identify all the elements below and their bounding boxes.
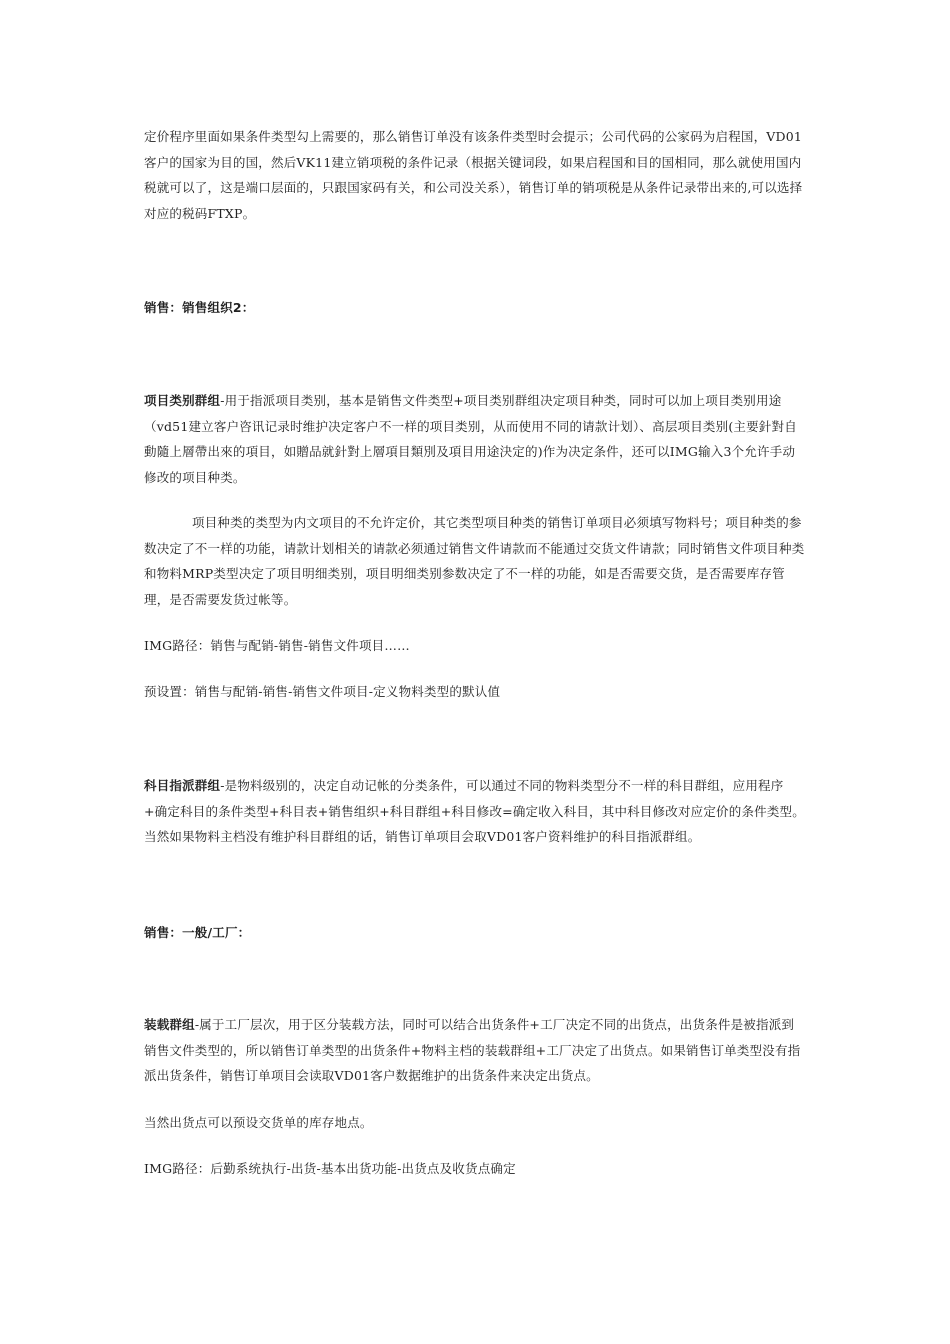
term-item-category-group: 项目类别群组	[144, 393, 221, 408]
section-heading-sales-org-2	[144, 295, 806, 321]
shipping-point-paragraph	[144, 1110, 806, 1136]
heading-text: 销售：一般/工厂：	[144, 925, 251, 940]
loading-group-text: -属于工厂层次，用于区分装载方法，同时可以结合出货条件+工厂决定不同的出货点，出货条件是被指派到销售文件类型的，所以销售订单类型的出货条件+物料主档的装载群组+工厂决定了出货点。如果销售订单类型没有指派出货条件，销售订单项目会读取VD01客户数据维护的出货条件来决定出货点。	[144, 1017, 801, 1083]
section-heading-general-plant	[144, 920, 806, 946]
item-category-group-text: -用于指派项目类别，基本是销售文件类型+项目类别群组决定项目种类，同时可以加上项目类别用途（vd51建立客户咨讯记录时维护决定客户不一样的项目类别，从而使用不同的请款计划）、高层项目类别(主要針對自動隨上層帶出來的項目，如贈品就針對上層項目類別及項目用途決定的)作为决定条件，还可以IMG输入3个允许手动修改的项目种类。	[144, 393, 797, 485]
shipping-point-text: 当然出货点可以预设交货单的库存地点。	[144, 1115, 373, 1130]
item-category-group-paragraph	[144, 388, 806, 490]
intro-paragraph	[144, 124, 806, 226]
img-path-shipping	[144, 1156, 806, 1182]
img-path-text: IMG路径：销售与配销-销售-销售文件项目……	[144, 638, 410, 653]
heading-text: 销售：销售组织2：	[144, 300, 255, 315]
item-types-paragraph	[144, 510, 806, 612]
term-account-assignment-group: 科目指派群组	[144, 778, 221, 793]
img-path-sales-item	[144, 633, 806, 659]
img-path-text: IMG路径：后勤系统执行-出货-基本出货功能-出货点及收货点确定	[144, 1161, 516, 1176]
intro-text: 定价程序里面如果条件类型勾上需要的，那么销售订单没有该条件类型时会提示；公司代码的公家码为启程国，VD01客户的国家为目的国，然后VK11建立销项税的条件记录（根据关键词段，如果启程国和目的国相同，那么就使用国内税就可以了，这是端口层面的，只跟国家码有关，和公司没关系），销售订单的销项税是从条件记录带出来的,可以选择对应的税码FTXP。	[144, 129, 803, 221]
account-assignment-group-text: -是物料级别的，决定自动记帐的分类条件，可以通过不同的物料类型分不一样的科目群组，应用程序+确定科目的条件类型+科目表+销售组织+科目群组+科目修改=确定收入科目，其中科目修改对应定价的条件类型。当然如果物料主档没有维护科目群组的话，销售订单项目会取VD01客户资料维护的科目指派群组。	[144, 778, 805, 844]
term-loading-group: 装载群组	[144, 1017, 195, 1032]
preset-text: 预设置：销售与配销-销售-销售文件项目-定义物料类型的默认值	[144, 684, 501, 699]
item-types-text: 项目种类的类型为内文项目的不允许定价，其它类型项目种类的销售订单项目必须填写物料号；项目种类的参数决定了不一样的功能，请款计划相关的请款必须通过销售文件请款而不能通过交货文件请款；同时销售文件项目种类和物料MRP类型决定了项目明细类别，项目明细类别参数决定了不一样的功能，如是否需要交货，是否需要库存管理，是否需要发货过帐等。	[144, 515, 805, 607]
account-assignment-group-paragraph	[144, 773, 806, 850]
loading-group-paragraph	[144, 1012, 806, 1089]
preset-sales-item	[144, 679, 806, 705]
